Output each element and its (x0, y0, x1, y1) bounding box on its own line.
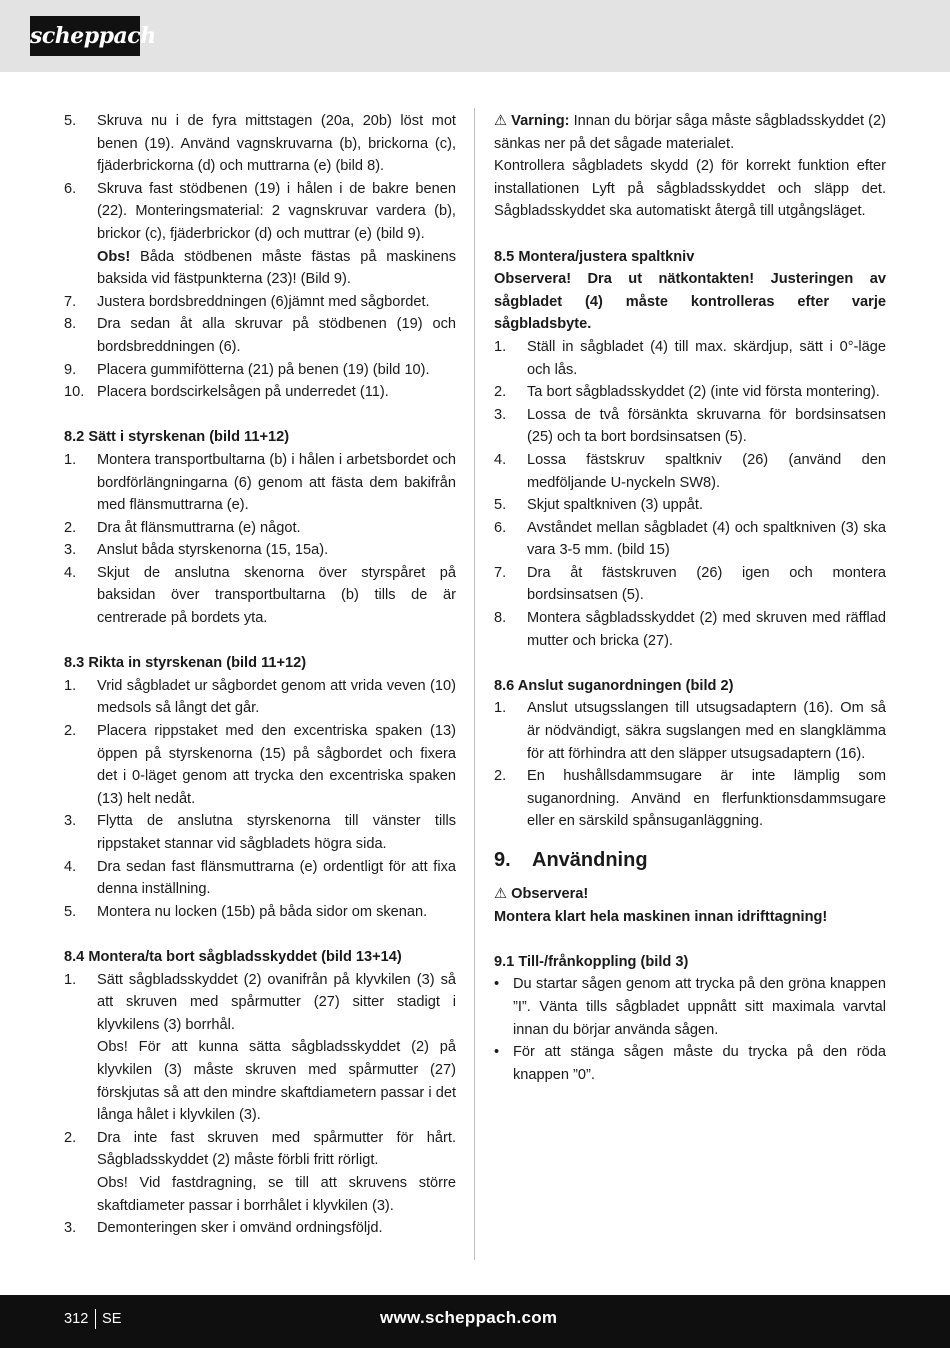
section-8-5-heading: 8.5 Montera/justera spaltkniv (494, 248, 695, 265)
list-item: 8. Dra sedan åt alla skruvar på stödbenen (19) och bordsbreddningen (6). (64, 316, 456, 355)
page-footer (0, 1295, 950, 1348)
list-item: 3. Lossa de två försänkta skruvarna för bordsinsatsen (25) och ta bort bordsinsatsen (5). (494, 406, 886, 446)
list-item: 9. Placera gummifötterna (21) på benen (19) (bild 10). (64, 361, 430, 378)
list-item: 2. Dra åt flänsmuttrarna (e) något. (64, 519, 301, 536)
section-8-3-heading: 8.3 Rikta in styrskenan (bild 11+12) (64, 655, 307, 672)
list-item: 3. Flytta de anslutna styrskenorna till vänster tills rippstaket stannar vid sågbladets högra sida. (64, 813, 456, 852)
left-column (64, 110, 456, 1240)
section-8-5-note: Observera! Dra ut nätkontakten! Justeringen av sågbladet (4) måste kontrolleras efter varje sågbladsbyte. (494, 271, 886, 333)
page-number: 312 (64, 1311, 89, 1327)
list-item: 1. Montera transportbultarna (b) i hålen i arbetsbordet och bordförlängningarna (6) genom att fästa dem bakifrån med flänsmuttrarna (e). (64, 451, 456, 514)
bullet-item: • För att stänga sågen måste du trycka på den röda knappen ”0”. (494, 1044, 886, 1083)
list-item-note: Obs! För att kunna sätta sågbladsskyddet (2) på klyvkilen (3) måste skruven med spårmutter (27) förskjutas så att den mindre skaftdiametern passar i det långa hålet i klyvkilen (3). (97, 1039, 456, 1124)
list-item: 8. Montera sågbladsskyddet (2) med skruven med räfflad mutter och bricka (27). (494, 610, 886, 649)
list-item: 1. Anslut utsugsslangen till utsugsadaptern (16). Om så är nödvändigt, säkra sugslangen med en slangklämma för att förhindra att den släpper utsugsadaptern (16). (494, 700, 886, 762)
list-item: 1. Ställ in sågbladet (4) till max. skärdjup, sätt i 0°-läge och lås. (494, 338, 886, 378)
warning-triangle-icon: ⚠ (494, 113, 508, 129)
list-item: 5. Skruva nu i de fyra mittstagen (20a, 20b) löst mot benen (19). Använd vagnskruvarna (b), brickorna (c), fjäderbrickorna (d) och muttrarna (e) (bild 8). (64, 113, 456, 175)
section-8-4-heading: 8.4 Montera/ta bort sågbladsskyddet (bild 13+14) (64, 948, 402, 965)
section-9-1-heading: 9.1 Till-/frånkoppling (bild 3) (494, 953, 689, 970)
observe-note-text: Montera klart hela maskinen innan idrifttagning! (494, 908, 828, 925)
observe-note-title: ⚠ Observera! (494, 886, 589, 902)
list-item: 6. Skruva fast stödbenen (19) i hålen i de bakre benen (22). Monteringsmaterial: 2 vagnskruvar vardera (b), brickor (c), fjäderbrickor (d) och muttrar (e) (bild 9). (64, 180, 456, 242)
list-item: 4. Lossa fästskruv spaltkniv (26) (använd den medföljande U-nyckeln SW8). (494, 451, 886, 491)
list-item: 6. Avståndet mellan sågbladet (4) och spaltkniven (3) ska vara 3-5 mm. (bild 15) (494, 519, 886, 559)
scheppach-logo: scheppach (30, 16, 140, 56)
page-header (0, 0, 950, 72)
list-item: 5. Montera nu locken (15b) på båda sidor om skenan. (64, 903, 428, 920)
list-item: 3. Anslut båda styrskenorna (15, 15a). (64, 542, 329, 559)
list-item: 7. Justera bordsbreddningen (6)jämnt med sågbordet. (64, 293, 430, 310)
list-item-note: Obs! Vid fastdragning, se till att skruvens större skaftdiameter passar i borrhålet i klyvkilen (3). (97, 1174, 456, 1214)
list-item: 2. En hushållsdammsugare är inte lämplig som suganordning. Använd en flerfunktionsdammsugare eller en särskild spånsuganläggning. (494, 768, 886, 830)
warning-note: ⚠ Varning: Innan du börjar såga måste sågbladsskyddet (2) sänkas ner på det sågade materialet. (494, 113, 886, 152)
list-item: 2. Dra inte fast skruven med spårmutter för hårt. Sågbladsskyddet (2) måste förbli fritt rörligt. (64, 1129, 456, 1169)
obs-note: Obs! Båda stödbenen måste fästas på maskinens baksida vid fästpunkterna (23)! (Bild 9). (97, 248, 456, 288)
list-item: 10. Placera bordscirkelsågen på underredet (11). (64, 384, 389, 401)
column-divider (474, 108, 475, 1260)
bullet-item: • Du startar sågen genom att trycka på den gröna knappen ”I”. Vänta tills sågbladet uppnått sitt maximala varvtal innan du börjar använda sågen. (494, 976, 886, 1038)
list-item: 4. Dra sedan fast flänsmuttrarna (e) ordentligt för att fixa denna inställning. (64, 858, 456, 898)
chapter-9-heading: 9. Användning (494, 849, 648, 871)
section-8-2-heading: 8.2 Sätt i styrskenan (bild 11+12) (64, 429, 290, 446)
website-url: www.scheppach.com (380, 1308, 558, 1327)
right-column (494, 110, 886, 1086)
warning-triangle-icon: ⚠ (494, 886, 508, 902)
list-item: 4. Skjut de anslutna skenorna över styrspåret på baksidan över transportbultarna (b) tills de är centrerade på bordets yta. (64, 564, 456, 627)
warning-note-2: Kontrollera sågbladets skydd (2) för korrekt funktion efter installationen Lyft på sågbladsskyddet och släpp det. Sågbladsskyddet ska automatiskt återgå till utgångsläget. (494, 158, 886, 220)
list-item: 2. Placera rippstaket med den excentriska spaken (13) öppen på styrskenorna (15) på sågbordet och fixera det i 0-läget genom att trycka den excentriska spaken (13) helt nedåt. (64, 723, 456, 807)
footer-separator (95, 1309, 96, 1329)
section-8-6-heading: 8.6 Anslut suganordningen (bild 2) (494, 677, 734, 694)
assembly-list (64, 110, 456, 404)
list-item: 1. Vrid sågbladet ur sågbordet genom att vrida veven (10) medsols så långt det går. (64, 677, 456, 717)
list-item: 1. Sätt sågbladsskyddet (2) ovanifrån på klyvkilen (3) så att skruven med spårmutter (27) sitter stadigt i klyvkilens (3) borrhål. (64, 971, 456, 1033)
list-item: 7. Dra åt fästskruven (26) igen och montera bordsinsatsen (5). (494, 564, 886, 604)
list-item: 2. Ta bort sågbladsskyddet (2) (inte vid första montering). (494, 384, 880, 401)
language-code: SE (102, 1311, 122, 1327)
list-item: 5. Skjut spaltkniven (3) uppåt. (494, 497, 704, 514)
list-item: 3. Demonteringen sker i omvänd ordningsföljd. (64, 1220, 383, 1237)
